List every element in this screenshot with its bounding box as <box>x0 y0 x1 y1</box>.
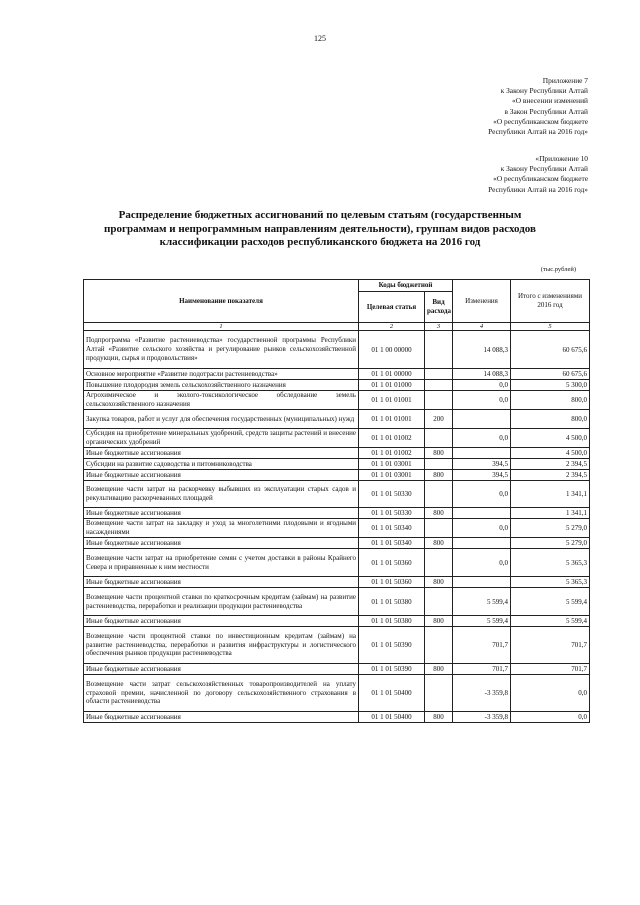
row-target-code: 01 1 01 50360 <box>359 577 425 588</box>
row-total: 701,7 <box>511 664 590 675</box>
row-name: Иные бюджетные ассигнования <box>84 538 359 549</box>
row-name: Основное мероприятие «Развитие подотрасли растениеводства» <box>84 369 359 380</box>
row-target-code: 01 1 01 50390 <box>359 664 425 675</box>
row-target-code: 01 1 01 01000 <box>359 380 425 391</box>
budget-table <box>83 279 590 723</box>
row-change: 0,0 <box>453 391 511 410</box>
table-row <box>84 664 590 675</box>
row-total: 1 341,1 <box>511 481 590 508</box>
column-number: 3 <box>425 323 453 331</box>
row-total: 5 279,0 <box>511 538 590 549</box>
row-change: 0,0 <box>453 429 511 448</box>
row-target-code: 01 1 01 50380 <box>359 588 425 616</box>
row-change: 0,0 <box>453 549 511 577</box>
row-total: 0,0 <box>511 675 590 712</box>
row-target-code: 01 1 01 03001 <box>359 459 425 470</box>
column-number: 5 <box>511 323 590 331</box>
row-name: Иные бюджетные ассигнования <box>84 448 359 459</box>
table-row <box>84 380 590 391</box>
table-row <box>84 481 590 508</box>
row-expense-type <box>425 459 453 470</box>
row-change: 5 599,4 <box>453 588 511 616</box>
row-total: 5 599,4 <box>511 588 590 616</box>
row-expense-type: 800 <box>425 712 453 723</box>
table-row <box>84 429 590 448</box>
row-target-code: 01 1 00 00000 <box>359 331 425 369</box>
row-name: Возмещение части затрат на закладку и уход за многолетними плодовыми и ягодными насаждениями <box>84 519 359 538</box>
row-total: 2 394,5 <box>511 470 590 481</box>
table-row <box>84 577 590 588</box>
row-change: 701,7 <box>453 664 511 675</box>
row-total: 5 279,0 <box>511 519 590 538</box>
row-expense-type <box>425 627 453 664</box>
table-row <box>84 331 590 369</box>
row-name: Субсидии на развитие садоводства и питомниководства <box>84 459 359 470</box>
table-row <box>84 616 590 627</box>
row-total: 4 500,0 <box>511 448 590 459</box>
table-row <box>84 391 590 410</box>
row-change: 14 088,3 <box>453 369 511 380</box>
row-target-code: 01 1 01 50330 <box>359 481 425 508</box>
row-expense-type: 800 <box>425 508 453 519</box>
row-target-code: 01 1 01 50400 <box>359 712 425 723</box>
row-name: Повышение плодородия земель сельскохозяйственного назначения <box>84 380 359 391</box>
annex-line: Республики Алтай на 2016 год» <box>488 127 588 137</box>
header-changes: Изменения <box>453 280 511 323</box>
annex-line: «О республиканском бюджете <box>493 116 588 126</box>
row-total: 5 599,4 <box>511 616 590 627</box>
row-total: 60 675,6 <box>511 369 590 380</box>
row-target-code: 01 1 01 01001 <box>359 410 425 429</box>
row-expense-type <box>425 481 453 508</box>
row-total: 5 300,0 <box>511 380 590 391</box>
column-number: 2 <box>359 323 425 331</box>
table-row <box>84 519 590 538</box>
row-total: 5 365,3 <box>511 549 590 577</box>
annex-line: «О республиканском бюджете <box>493 174 588 184</box>
header-type: Вид расхода <box>425 292 453 323</box>
row-name: Иные бюджетные ассигнования <box>84 616 359 627</box>
row-name: Возмещение части затрат на приобретение семян с учетом доставки в районы Крайнего Севера и приравненные к ним местности <box>84 549 359 577</box>
row-expense-type <box>425 675 453 712</box>
header-name: Наименование показателя <box>84 280 359 323</box>
row-target-code: 01 1 01 01001 <box>359 391 425 410</box>
row-name: Возмещение части затрат на раскорчевку выбывших из эксплуатации старых садов и рекультивацию раскорчеванных площадей <box>84 481 359 508</box>
annex-line: Республики Алтай на 2016 год» <box>488 184 588 194</box>
row-expense-type: 800 <box>425 664 453 675</box>
row-expense-type: 800 <box>425 470 453 481</box>
row-change: 0,0 <box>453 519 511 538</box>
header-total: Итого с изменениями 2016 год <box>511 280 590 323</box>
row-total: 1 341,1 <box>511 508 590 519</box>
table-row <box>84 470 590 481</box>
row-change: -3 359,8 <box>453 712 511 723</box>
annex-line: «Приложение 10 <box>535 154 588 163</box>
document-title: Распределение бюджетных ассигнований по целевым статьям (государственным программам и непрограммным направлениям деятельности), группам видов расходов классификации расходов республиканского бюджета на 2016 год <box>104 209 536 249</box>
page-number: 125 <box>314 34 326 43</box>
row-change <box>453 448 511 459</box>
table-row <box>84 627 590 664</box>
row-expense-type <box>425 519 453 538</box>
row-change <box>453 577 511 588</box>
row-change: 394,5 <box>453 470 511 481</box>
table-row <box>84 588 590 616</box>
row-total: 60 675,6 <box>511 331 590 369</box>
row-name: Иные бюджетные ассигнования <box>84 470 359 481</box>
table-row <box>84 410 590 429</box>
row-name: Иные бюджетные ассигнования <box>84 664 359 675</box>
row-name: Закупка товаров, работ и услуг для обеспечения государственных (муниципальных) нужд <box>84 410 359 429</box>
row-name: Иные бюджетные ассигнования <box>84 508 359 519</box>
row-target-code: 01 1 01 01002 <box>359 429 425 448</box>
row-expense-type <box>425 380 453 391</box>
row-change: 14 088,3 <box>453 331 511 369</box>
row-change <box>453 508 511 519</box>
row-expense-type: 800 <box>425 448 453 459</box>
table-row <box>84 538 590 549</box>
row-change <box>453 410 511 429</box>
row-name: Субсидия на приобретение минеральных удобрений, средств защиты растений и внесение органических удобрений <box>84 429 359 448</box>
row-expense-type <box>425 588 453 616</box>
row-target-code: 01 1 01 50390 <box>359 627 425 664</box>
row-expense-type: 800 <box>425 538 453 549</box>
row-change: 701,7 <box>453 627 511 664</box>
units-label: (тыс.рублей) <box>540 266 576 273</box>
row-target-code: 01 1 01 03001 <box>359 470 425 481</box>
row-total: 701,7 <box>511 627 590 664</box>
row-total: 2 394,5 <box>511 459 590 470</box>
row-target-code: 01 1 01 01002 <box>359 448 425 459</box>
header-codes-group: Коды бюджетной <box>359 280 453 292</box>
row-expense-type: 200 <box>425 410 453 429</box>
row-total: 5 365,3 <box>511 577 590 588</box>
row-target-code: 01 1 01 50380 <box>359 616 425 627</box>
table-row <box>84 459 590 470</box>
column-number: 1 <box>84 323 359 331</box>
annex-heading-current <box>488 76 588 137</box>
table-row <box>84 712 590 723</box>
row-expense-type <box>425 391 453 410</box>
row-target-code: 01 1 01 50400 <box>359 675 425 712</box>
row-target-code: 01 1 01 50340 <box>359 519 425 538</box>
annex-line: «О внесении изменений <box>512 96 588 106</box>
row-total: 0,0 <box>511 712 590 723</box>
row-change: 0,0 <box>453 380 511 391</box>
column-number: 4 <box>453 323 511 331</box>
row-target-code: 01 1 01 50360 <box>359 549 425 577</box>
row-name: Иные бюджетные ассигнования <box>84 577 359 588</box>
table-row <box>84 675 590 712</box>
table-row <box>84 369 590 380</box>
annex-line: в Закон Республики Алтай <box>504 106 588 116</box>
row-expense-type <box>425 549 453 577</box>
row-expense-type: 800 <box>425 616 453 627</box>
row-change: 0,0 <box>453 481 511 508</box>
table-row <box>84 448 590 459</box>
row-name: Иные бюджетные ассигнования <box>84 712 359 723</box>
row-total: 800,0 <box>511 410 590 429</box>
row-change: 5 599,4 <box>453 616 511 627</box>
row-name: Подпрограмма «Развитие растениеводства» государственной программы Республики Алтай «Развитие сельского хозяйства и регулирование рынков сельскохозяйственной продукции, сырья и продовольствия» <box>84 331 359 369</box>
table-row <box>84 508 590 519</box>
row-total: 800,0 <box>511 391 590 410</box>
column-number-row <box>84 323 590 331</box>
row-name: Агрохимическое и эколого-токсикологическое обследование земель сельскохозяйственного назначения <box>84 391 359 410</box>
row-expense-type <box>425 429 453 448</box>
table-row <box>84 549 590 577</box>
row-expense-type <box>425 331 453 369</box>
annex-line: Приложение 7 <box>542 76 588 85</box>
row-name: Возмещение части процентной ставки по краткосрочным кредитам (займам) на развитие растениеводства, переработки и реализации продукции растениеводства <box>84 588 359 616</box>
row-target-code: 01 1 01 50340 <box>359 538 425 549</box>
annex-heading-original <box>488 154 588 195</box>
row-total: 4 500,0 <box>511 429 590 448</box>
row-expense-type: 800 <box>425 577 453 588</box>
row-change <box>453 538 511 549</box>
row-change: 394,5 <box>453 459 511 470</box>
header-target: Целевая статья <box>359 292 425 323</box>
row-name: Возмещение части затрат сельскохозяйственных товаропроизводителей на уплату страховой премии, начисленной по договору сельскохозяйственного страхования в области растениеводства <box>84 675 359 712</box>
row-expense-type <box>425 369 453 380</box>
row-change: -3 359,8 <box>453 675 511 712</box>
row-target-code: 01 1 01 50330 <box>359 508 425 519</box>
annex-line: к Закону Республики Алтай <box>500 164 588 174</box>
annex-line: к Закону Республики Алтай <box>500 86 588 96</box>
row-target-code: 01 1 01 00000 <box>359 369 425 380</box>
row-name: Возмещение части процентной ставки по инвестиционным кредитам (займам) на развитие растениеводства, переработки и развития инфраструктуры и логистического обеспечения рынков продукции растениеводства <box>84 627 359 664</box>
